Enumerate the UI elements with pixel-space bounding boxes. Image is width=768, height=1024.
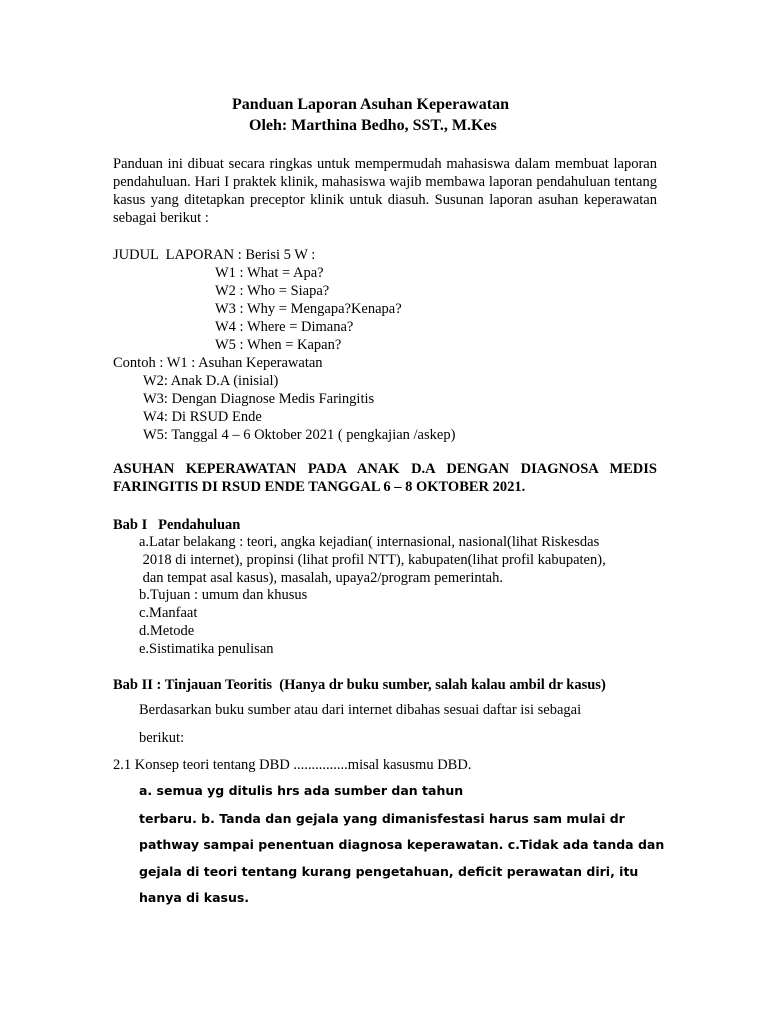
judul-item-w1: W1 : What = Apa? <box>215 265 324 281</box>
bab2-note-line-5: hanya di kasus. <box>139 890 250 905</box>
bab2-subsection: 2.1 Konsep teori tentang DBD ...............misal kasusmu DBD. <box>113 757 472 773</box>
contoh-item-w3: W3: Dengan Diagnose Medis Faringitis <box>143 391 375 407</box>
bab2-note-line-4: gejala di teori tentang kurang pengetahuan, deficit perawatan diri, itu <box>139 864 639 879</box>
judul-heading: JUDUL LAPORAN : Berisi 5 W : <box>113 247 316 263</box>
bab2-note-line-1: a. semua yg ditulis hrs ada sumber dan tahun <box>139 783 464 798</box>
judul-item-w4: W4 : Where = Dimana? <box>215 319 354 335</box>
bab2-heading: Bab II : Tinjauan Teoritis (Hanya dr buku sumber, salah kalau ambil dr kasus) <box>113 677 606 693</box>
judul-item-w5: W5 : When = Kapan? <box>215 337 342 353</box>
bab1-item-d: d.Metode <box>139 623 195 639</box>
bab1-item-b: b.Tujuan : umum dan khusus <box>139 587 308 603</box>
intro-paragraph: Panduan ini dibuat secara ringkas untuk mempermudah mahasiswa dalam membuat laporan pendahuluan. Hari I praktek klinik, mahasiswa wajib membawa laporan pendahuluan tentang kasus yang ditetapkan preceptor klinik untuk diasuh. Susunan laporan asuhan keperawatan sebagai berikut : <box>113 156 657 226</box>
contoh-item-w5: W5: Tanggal 4 – 6 Oktober 2021 ( pengkajian /askep) <box>143 427 456 443</box>
bab2-note-line-3: pathway sampai penentuan diagnosa keperawatan. c.Tidak ada tanda dan <box>139 837 665 852</box>
contoh-item-w4: W4: Di RSUD Ende <box>143 409 262 425</box>
bab1-item-c: c.Manfaat <box>139 605 198 621</box>
bab1-item-a-cont1: 2018 di internet), propinsi (lihat profil NTT), kabupaten(lihat profil kabupaten), <box>139 552 606 568</box>
bab1-item-a: a.Latar belakang : teori, angka kejadian( internasional, nasional(lihat Riskesdas <box>139 534 600 550</box>
document-title: Panduan Laporan Asuhan Keperawatan <box>232 96 509 113</box>
bab1-item-e: e.Sistimatika penulisan <box>139 641 274 657</box>
document-author: Oleh: Marthina Bedho, SST., M.Kes <box>249 117 497 134</box>
bab2-paragraph-cont: berikut: <box>139 730 185 746</box>
judul-item-w2: W2 : Who = Siapa? <box>215 283 330 299</box>
bab1-item-a-cont2: dan tempat asal kasus), masalah, upaya2/program pemerintah. <box>139 570 503 586</box>
contoh-first: Contoh : W1 : Asuhan Keperawatan <box>113 355 323 371</box>
bab1-heading: Bab I Pendahuluan <box>113 517 241 533</box>
example-title: ASUHAN KEPERAWATAN PADA ANAK D.A DENGAN DIAGNOSA MEDIS FARINGITIS DI RSUD ENDE TANGGAL 6 – 8 OKTOBER 2021. <box>113 461 657 495</box>
judul-item-w3: W3 : Why = Mengapa?Kenapa? <box>215 301 402 317</box>
bab2-paragraph: Berdasarkan buku sumber atau dari internet dibahas sesuai daftar isi sebagai <box>139 702 582 718</box>
bab2-note-line-2: terbaru. b. Tanda dan gejala yang dimanisfestasi harus sam mulai dr <box>139 811 625 826</box>
contoh-item-w2: W2: Anak D.A (inisial) <box>143 373 279 389</box>
